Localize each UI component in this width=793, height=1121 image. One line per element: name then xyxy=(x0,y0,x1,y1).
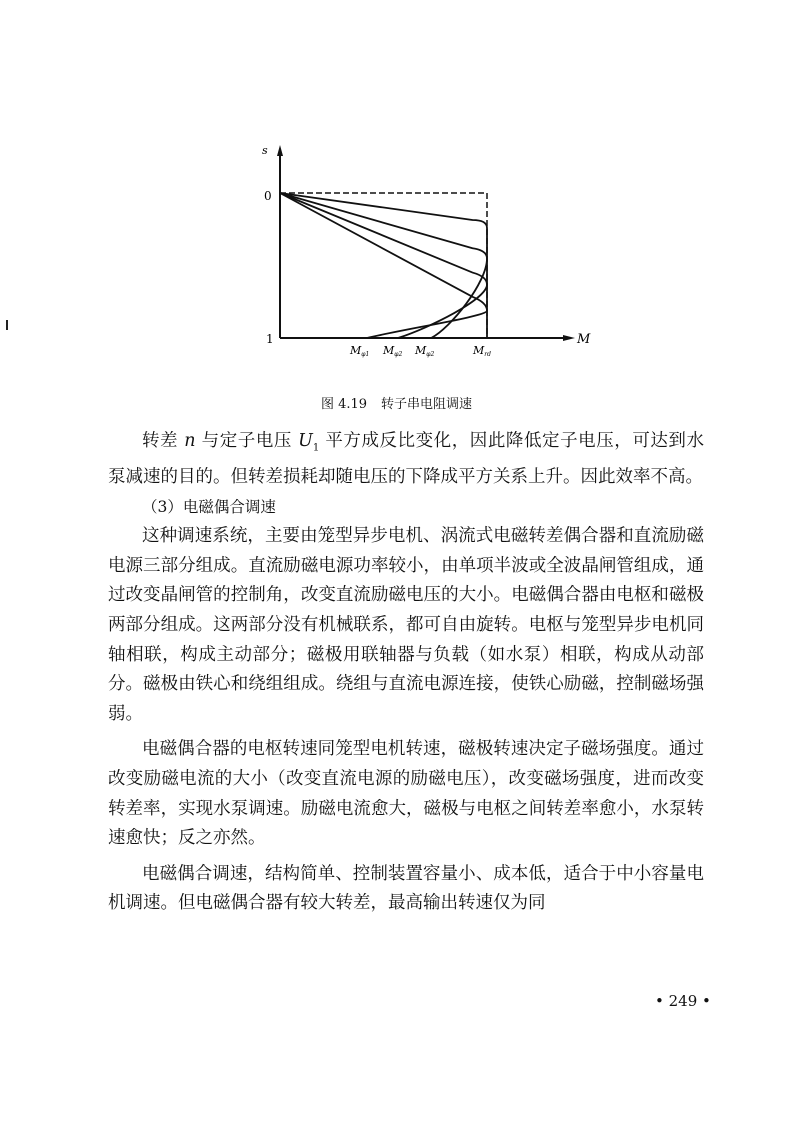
page-number: • 249 • xyxy=(655,992,711,1010)
caption-number: 图 4.19 xyxy=(320,397,368,412)
paragraph-3: 电磁偶合器的电枢转速同笼型电机转速，磁极转速决定子磁场强度。通过改变励磁电流的大小（改变直流电源的励磁电压），改变磁场强度，进而改变转差率，实现水泵调速。励磁电流愈大，磁极与电枢之间转差率愈小，水泵转速愈快；反之亦然。 xyxy=(108,739,704,849)
paragraph-1 xyxy=(108,427,704,493)
x-tick-m3: Mφ2 xyxy=(415,344,435,358)
section-heading: （3）电磁偶合调速 xyxy=(142,497,276,516)
x-axis-arrow xyxy=(563,335,575,341)
y-axis-arrow xyxy=(277,145,283,156)
y-axis-label: s xyxy=(262,144,268,157)
p1-text-b: 与定子电压 xyxy=(195,431,299,451)
figure-4-19 xyxy=(250,140,610,370)
var-n: n xyxy=(184,431,196,451)
x-tick-m1: Mφ1 xyxy=(350,344,370,358)
scan-mark xyxy=(6,320,8,330)
paragraph-2: 这种调速系统，主要由笼型异步电机、涡流式电磁转差偶合器和直流励磁电源三部分组成。直流励磁电源功率较小，由单项半波或全波晶闸管组成，通过改变晶闸管的控制角，改变直流励磁电压的大小。电磁偶合器由电枢和磁极两部分组成。这两部分没有机械联系，都可自由旋转。电枢与笼型异步电机同轴相联，构成主动部分；磁极用联轴器与负载（如水泵）相联，构成从动部分。磁极由铁心和绕组组成。绕组与直流电源连接，使铁心励磁，控制磁场强弱。 xyxy=(108,526,704,724)
speed-torque-chart xyxy=(250,140,610,370)
var-u-sub: 1 xyxy=(312,442,320,454)
p1-text-a: 转差 xyxy=(142,431,185,451)
x-tick-m2: Mφ2 xyxy=(383,344,403,358)
p1-text-c: 平方成反比变化，因此降低定子电压，可达到水泵减速的目的。但转差损耗却随电压的下降成平方关系上升。因此效率不高。 xyxy=(108,431,704,488)
paragraph-4: 电磁偶合调速，结构简单、控制装置容量小、成本低，适合于中小容量电机调速。但电磁偶合器有较大转差，最高输出转速仅为同 xyxy=(108,863,704,914)
y-tick-0: 0 xyxy=(264,189,272,203)
caption-title: 转子串电阻调速 xyxy=(381,397,473,412)
y-tick-1: 1 xyxy=(266,332,274,346)
var-u: U xyxy=(298,431,313,451)
body-text xyxy=(108,427,704,919)
x-axis-label: M xyxy=(577,332,591,347)
x-tick-m4: Mrd xyxy=(473,344,491,358)
figure-caption xyxy=(0,393,793,412)
